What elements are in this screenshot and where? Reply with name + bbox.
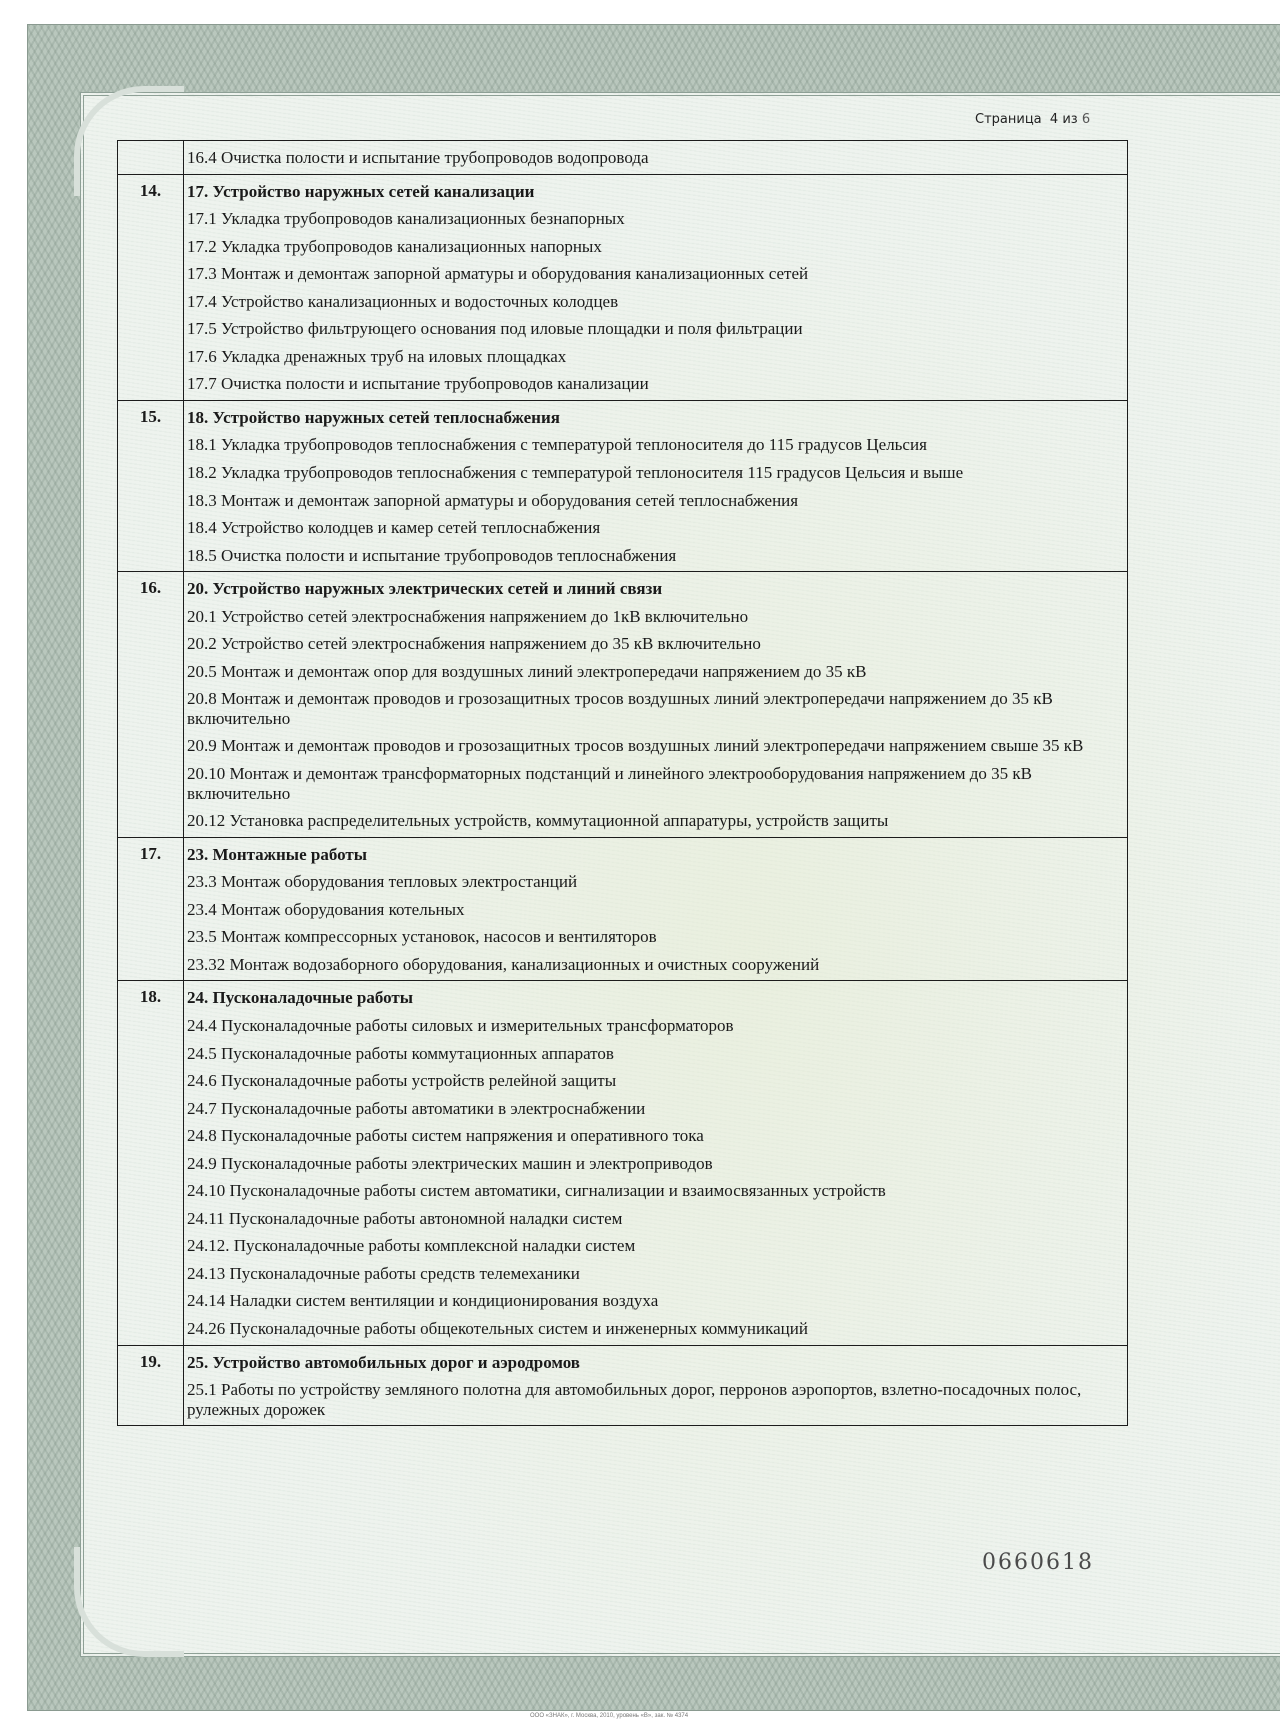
work-item: 17.4 Устройство канализационных и водосточных колодцев	[187, 291, 619, 311]
work-item: 20.10 Монтаж и демонтаж трансформаторных подстанций и линейного электрооборудования напряжением до 35 кВ включительно	[187, 764, 1032, 803]
page-indicator	[975, 112, 1090, 127]
row-number: 18.	[118, 981, 184, 1345]
work-group-heading: 24. Пусконаладочные работы	[187, 988, 414, 1008]
work-item: 23.32 Монтаж водозаборного оборудования, канализационных и очистных сооружений	[187, 954, 820, 974]
row-content	[184, 174, 1128, 400]
row-content	[184, 981, 1128, 1345]
row-number: 15.	[118, 400, 184, 571]
work-item: 24.6 Пусконаладочные работы устройств релейной защиты	[187, 1071, 617, 1091]
works-table-body	[118, 141, 1128, 1426]
work-item: 23.4 Монтаж оборудования котельных	[187, 899, 465, 919]
work-item: 16.4 Очистка полости и испытание трубопроводов водопровода	[187, 148, 649, 167]
work-group-heading: 17. Устройство наружных сетей канализации	[187, 181, 535, 201]
work-item: 24.9 Пусконаладочные работы электрических машин и электроприводов	[187, 1153, 713, 1173]
work-group-heading: 23. Монтажные работы	[187, 844, 367, 864]
work-item: 20.9 Монтаж и демонтаж проводов и грозозащитных тросов воздушных линий электропередачи напряжением свыше 35 кВ	[187, 736, 1084, 756]
row-number: 19.	[118, 1345, 184, 1426]
work-item: 17.2 Укладка трубопроводов канализационных напорных	[187, 236, 602, 256]
work-item: 20.12 Установка распределительных устройств, коммутационной аппаратуры, устройств защиты	[187, 811, 889, 831]
work-item: 25.1 Работы по устройству земляного полотна для автомобильных дорог, перронов аэропортов, взлетно-посадочных полос, рулежных дорожек	[187, 1380, 1082, 1419]
page-current: 4	[1049, 112, 1059, 127]
table-row	[118, 981, 1128, 1345]
work-item: 18.3 Монтаж и демонтаж запорной арматуры и оборудования сетей теплоснабжения	[187, 490, 799, 510]
work-item: 17.5 Устройство фильтрующего основания под иловые площадки и поля фильтрации	[187, 319, 803, 339]
row-number	[118, 141, 184, 175]
work-item: 24.14 Наладки систем вентиляции и кондиционирования воздуха	[187, 1291, 659, 1311]
table-row	[118, 837, 1128, 981]
page-label: Страница	[975, 112, 1042, 127]
work-item: 20.5 Монтаж и демонтаж опор для воздушных линий электропередачи напряжением до 35 кВ	[187, 661, 867, 681]
work-item: 20.8 Монтаж и демонтаж проводов и грозозащитных тросов воздушных линий электропередачи напряжением до 35 кВ включительно	[187, 689, 1053, 728]
row-content	[184, 837, 1128, 981]
table-row	[118, 174, 1128, 400]
work-item: 24.26 Пусконаладочные работы общекотельных систем и инженерных коммуникаций	[187, 1318, 808, 1338]
work-item: 18.1 Укладка трубопроводов теплоснабжения с температурой теплоносителя до 115 градусов Цельсия	[187, 435, 927, 455]
page-separator: из	[1062, 112, 1078, 127]
work-item: 24.12. Пусконаладочные работы комплексной наладки систем	[187, 1236, 636, 1256]
work-group-heading: 20. Устройство наружных электрических сетей и линий связи	[187, 579, 663, 599]
work-item: 23.3 Монтаж оборудования тепловых электростанций	[187, 872, 578, 892]
work-item: 18.2 Укладка трубопроводов теплоснабжения с температурой теплоносителя 115 градусов Цельсия и выше	[187, 463, 964, 483]
work-item: 24.11 Пусконаладочные работы автономной наладки систем	[187, 1208, 623, 1228]
row-content	[184, 400, 1128, 571]
work-item: 23.5 Монтаж компрессорных установок, насосов и вентиляторов	[187, 927, 657, 947]
work-item: 18.5 Очистка полости и испытание трубопроводов теплоснабжения	[187, 545, 677, 565]
work-item: 17.7 Очистка полости и испытание трубопроводов канализации	[187, 374, 649, 394]
row-number: 16.	[118, 572, 184, 837]
table-row	[118, 400, 1128, 571]
work-item: 20.2 Устройство сетей электроснабжения напряжением до 35 кВ включительно	[187, 634, 761, 654]
page-total: 6	[1081, 112, 1091, 127]
table-row	[118, 1345, 1128, 1426]
work-item: 20.1 Устройство сетей электроснабжения напряжением до 1кВ включительно	[187, 606, 749, 626]
work-item: 18.4 Устройство колодцев и камер сетей теплоснабжения	[187, 518, 601, 538]
work-group-heading: 25. Устройство автомобильных дорог и аэродромов	[187, 1352, 580, 1372]
printer-imprint: ООО «ЗНАК», г. Москва, 2010, уровень «В», зак. № 4374	[530, 1713, 689, 1719]
work-item: 24.10 Пусконаладочные работы систем автоматики, сигнализации и взаимосвязанных устройств	[187, 1181, 886, 1201]
row-number: 14.	[118, 174, 184, 400]
work-group-heading: 18. Устройство наружных сетей теплоснабжения	[187, 407, 560, 427]
works-table	[117, 140, 1128, 1426]
work-item: 24.13 Пусконаладочные работы средств телемеханики	[187, 1263, 580, 1283]
row-number: 17.	[118, 837, 184, 981]
table-row	[118, 141, 1128, 175]
work-item: 17.3 Монтаж и демонтаж запорной арматуры и оборудования канализационных сетей	[187, 264, 809, 284]
work-item: 24.7 Пусконаладочные работы автоматики в электроснабжении	[187, 1098, 646, 1118]
work-item: 24.8 Пусконаладочные работы систем напряжения и оперативного тока	[187, 1126, 704, 1146]
row-content	[184, 1345, 1128, 1426]
row-content	[184, 141, 1128, 175]
serial-number: 0660618	[982, 1550, 1094, 1575]
row-content	[184, 572, 1128, 837]
table-row	[118, 572, 1128, 837]
work-item: 24.4 Пусконаладочные работы силовых и измерительных трансформаторов	[187, 1015, 734, 1035]
work-item: 17.6 Укладка дренажных труб на иловых площадках	[187, 346, 567, 366]
work-item: 17.1 Укладка трубопроводов канализационных безнапорных	[187, 209, 625, 229]
work-item: 24.5 Пусконаладочные работы коммутационных аппаратов	[187, 1043, 614, 1063]
